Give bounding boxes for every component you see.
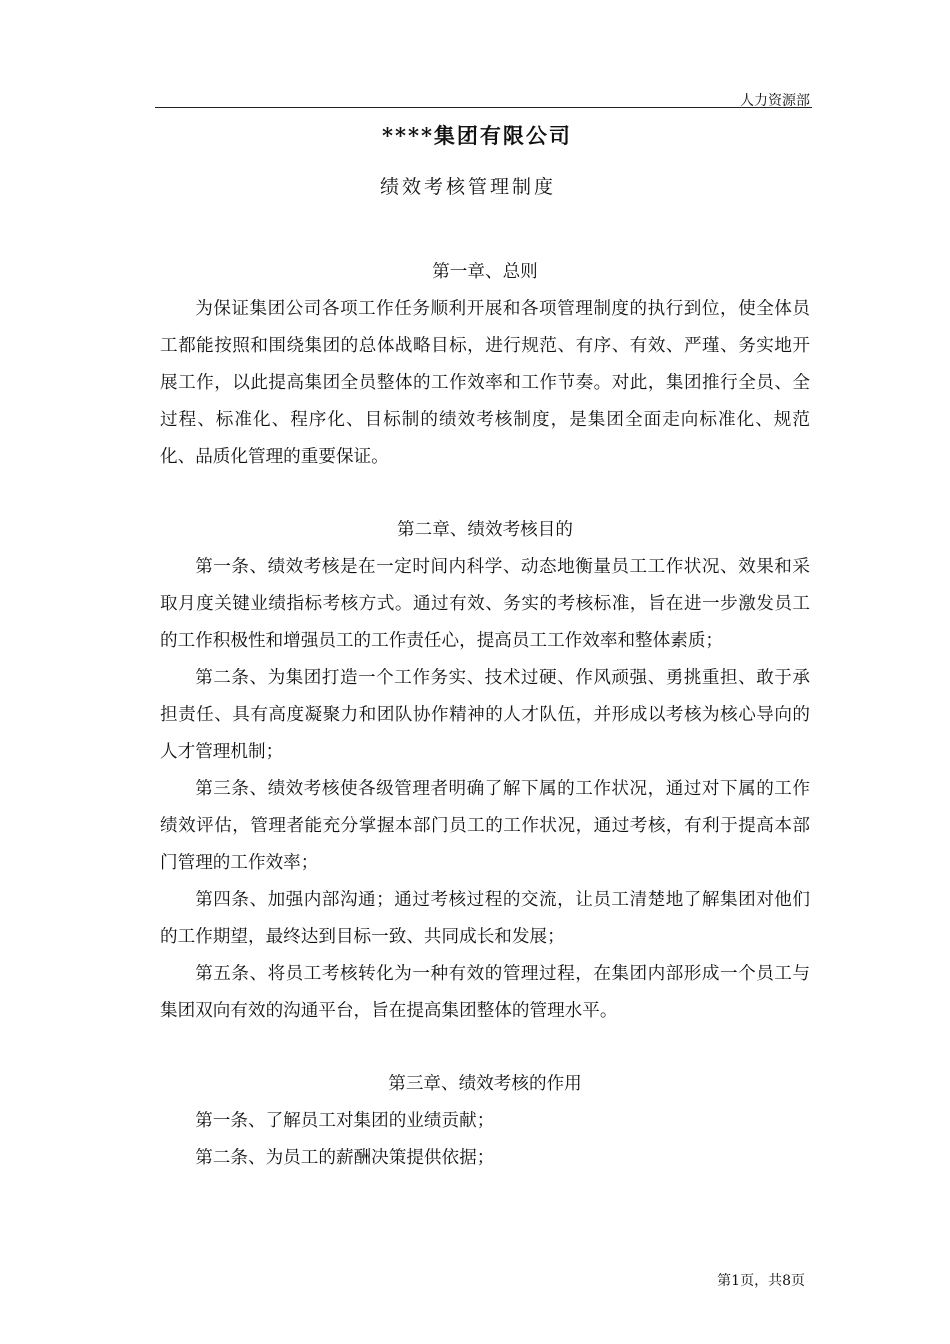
paragraph: 为保证集团公司各项工作任务顺利开展和各项管理制度的执行到位，使全体员工都能按照和围绕集团的总体战略目标，进行规范、有序、有效、严瑾、务实地开展工作，以此提高集团全员整体的工作效率和工作节奏。对此，集团推行全员、全过程、标准化、程序化、目标制的绩效考核制度，是集团全面走向标准化、规范化、品质化管理的重要保证。 [160, 299, 810, 467]
paragraph: 第一条、绩效考核是在一定时间内科学、动态地衡量员工工作状况、效果和采取月度关键业绩指标考核方式。通过有效、务实的考核标准，旨在进一步激发员工的工作积极性和增强员工的工作责任心，提高员工工作效率和整体素质； [160, 557, 810, 651]
document-title-company: ****集团有限公司 [382, 123, 572, 148]
chapter-title: 第二章、绩效考核目的 [397, 520, 573, 540]
document-body [160, 254, 810, 1177]
page-number: 第1页，共8页 [717, 1273, 805, 1289]
paragraph: 第二条、为员工的薪酬决策提供依据； [195, 1148, 495, 1168]
paragraph: 第二条、为集团打造一个工作务实、技术过硬、作风顽强、勇挑重担、敢于承担责任、具有高度凝聚力和团队协作精神的人才队伍，并形成以考核为核心导向的人才管理机制； [160, 668, 810, 762]
chapter-title: 第一章、总则 [432, 262, 538, 282]
paragraph: 第一条、了解员工对集团的业绩贡献； [195, 1111, 495, 1131]
header-divider [155, 107, 812, 108]
header-department: 人力资源部 [740, 93, 810, 109]
chapter-1 [160, 254, 810, 476]
paragraph: 第四条、加强内部沟通；通过考核过程的交流，让员工清楚地了解集团对他们的工作期望，最终达到目标一致、共同成长和发展； [160, 890, 810, 947]
chapter-title: 第三章、绩效考核的作用 [388, 1074, 582, 1094]
paragraph: 第三条、绩效考核使各级管理者明确了解下属的工作状况，通过对下属的工作绩效评估，管理者能充分掌握本部门员工的工作状况，通过考核，有利于提高本部门管理的工作效率； [160, 779, 810, 873]
chapter-2 [160, 512, 810, 1030]
document-title-policy: 绩效考核管理制度 [380, 176, 557, 198]
chapter-3 [160, 1066, 810, 1177]
section-spacer [160, 1030, 810, 1066]
section-spacer [160, 476, 810, 512]
paragraph: 第五条、将员工考核转化为一种有效的管理过程，在集团内部形成一个员工与集团双向有效的沟通平台，旨在提高集团整体的管理水平。 [160, 964, 810, 1021]
